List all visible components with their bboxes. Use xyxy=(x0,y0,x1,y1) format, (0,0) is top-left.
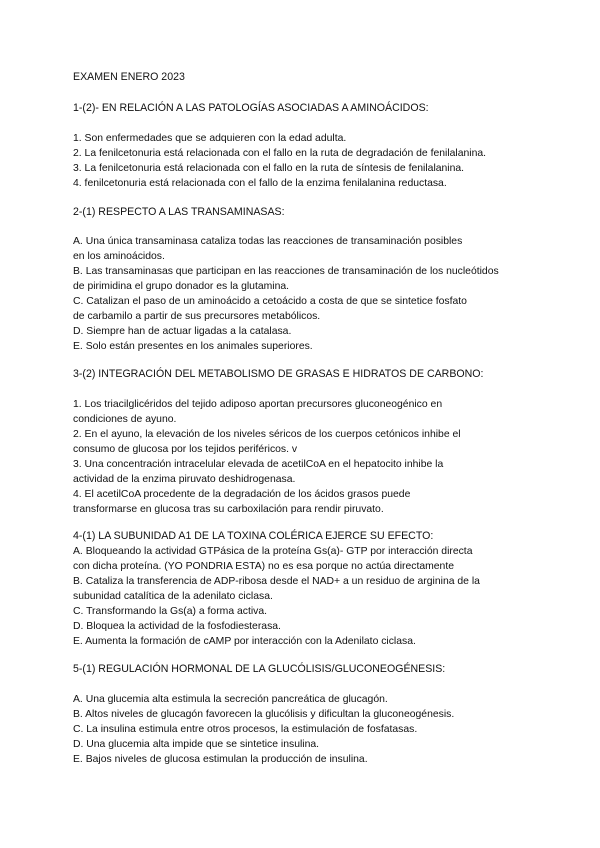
question-5-heading: 5-(1) REGULACIÓN HORMONAL DE LA GLUCÓLISIS/GLUCONEOGÉNESIS: xyxy=(73,663,446,675)
question-3-option: consumo de glucosa por los tejidos periféricos. v xyxy=(73,444,298,455)
question-3-option: transformarse en glucosa tras su carboxilación para rendir piruvato. xyxy=(73,504,384,515)
question-2-option: de pirimidina el grupo donador es la glutamina. xyxy=(73,281,290,292)
question-4-option: C. Transformando la Gs(a) a forma activa. xyxy=(73,606,268,617)
question-2-option: E. Solo están presentes en los animales superiores. xyxy=(73,341,313,352)
question-4-option: D. Bloquea la actividad de la fosfodiesterasa. xyxy=(73,621,281,632)
question-1-option: 2. La fenilcetonuria está relacionada con el fallo en la ruta de degradación de fenilalanina. xyxy=(73,148,487,159)
question-3-option: 1. Los triacilglicéridos del tejido adiposo aportan precursores gluconeogénico en xyxy=(73,399,443,410)
question-3-option: actividad de la enzima piruvato deshidrogenasa. xyxy=(73,474,296,485)
question-1-option: 3. La fenilcetonuria está relacionada con el fallo en la ruta de síntesis de fenilalanina. xyxy=(73,163,465,174)
question-2-heading: 2-(1) RESPECTO A LAS TRANSAMINASAS: xyxy=(73,206,285,218)
question-1-heading: 1-(2)- EN RELACIÓN A LAS PATOLOGÍAS ASOCIADAS A AMINOÁCIDOS: xyxy=(73,102,429,114)
question-5-option: D. Una glucemia alta impide que se sintetice insulina. xyxy=(73,739,320,750)
question-2-option: de carbamilo a partir de sus precursores metabólicos. xyxy=(73,311,321,322)
question-5-option: C. La insulina estimula entre otros procesos, la estimulación de fosfatasas. xyxy=(73,724,418,735)
question-4-option: E. Aumenta la formación de cAMP por interacción con la Adenilato ciclasa. xyxy=(73,636,416,647)
document-title: EXAMEN ENERO 2023 xyxy=(73,71,185,83)
question-3-option: 2. En el ayuno, la elevación de los niveles séricos de los cuerpos cetónicos inhibe el xyxy=(73,429,461,440)
question-2-option: en los aminoácidos. xyxy=(73,251,165,262)
question-4-option: subunidad catalítica de la adenilato ciclasa. xyxy=(73,591,273,602)
question-4-option: con dicha proteína. (YO PONDRIA ESTA) no es esa porque no actúa directamente xyxy=(73,561,454,572)
question-5-option: E. Bajos niveles de glucosa estimulan la producción de insulina. xyxy=(73,754,368,765)
question-3-heading: 3-(2) INTEGRACIÓN DEL METABOLISMO DE GRASAS E HIDRATOS DE CARBONO: xyxy=(73,368,484,380)
question-3-option: 4. El acetilCoA procedente de la degradación de los ácidos grasos puede xyxy=(73,489,411,500)
question-1-option: 4. fenilcetonuria está relacionada con el fallo de la enzima fenilalanina reductasa. xyxy=(73,178,447,189)
question-5-option: B. Altos niveles de glucagón favorecen la glucólisis y dificultan la gluconeogénesis. xyxy=(73,709,455,720)
question-1-option: 1. Son enfermedades que se adquieren con la edad adulta. xyxy=(73,133,347,144)
question-5-option: A. Una glucemia alta estimula la secreción pancreática de glucagón. xyxy=(73,694,388,705)
question-3-option: 3. Una concentración intracelular elevada de acetilCoA en el hepatocito inhibe la xyxy=(73,459,444,470)
question-4-option: A. Bloqueando la actividad GTPásica de la proteína Gs(a)- GTP por interacción directa xyxy=(73,546,473,557)
question-2-option: B. Las transaminasas que participan en las reacciones de transaminación de los nucleótidos xyxy=(73,266,499,277)
question-4-option: B. Cataliza la transferencia de ADP-ribosa desde el NAD+ a un residuo de arginina de la xyxy=(73,576,480,587)
question-2-option: A. Una única transaminasa cataliza todas las reacciones de transaminación posibles xyxy=(73,236,463,247)
question-3-option: condiciones de ayuno. xyxy=(73,414,177,425)
question-2-option: C. Catalizan el paso de un aminoácido a cetoácido a costa de que se sintetice fosfato xyxy=(73,296,467,307)
question-4-heading: 4-(1) LA SUBUNIDAD A1 DE LA TOXINA COLÉRICA EJERCE SU EFECTO: xyxy=(73,530,434,542)
question-2-option: D. Siempre han de actuar ligadas a la catalasa. xyxy=(73,326,292,337)
